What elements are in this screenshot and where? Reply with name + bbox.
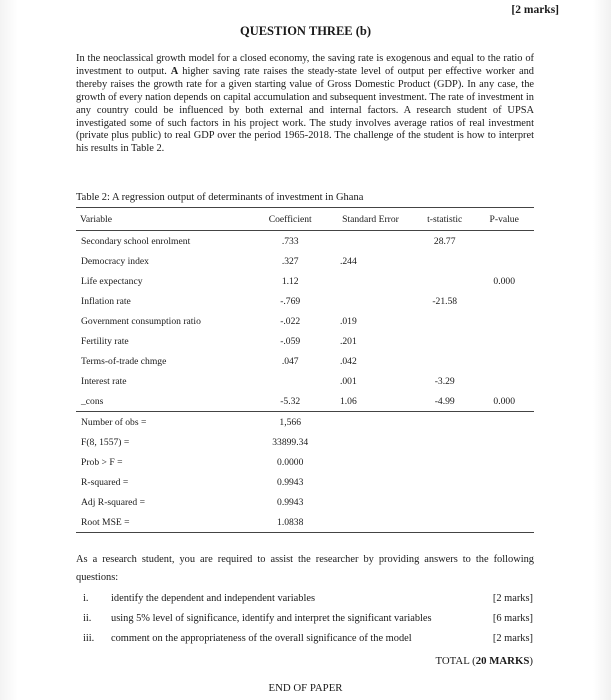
cell-std-error: .001: [339, 375, 357, 387]
total-prefix: TOTAL (: [435, 655, 476, 667]
cell-std-error: .244: [339, 255, 357, 267]
cell-coefficient: [254, 371, 326, 391]
end-of-paper: END OF PAPER: [268, 682, 343, 694]
table-row: [76, 251, 534, 271]
header-variable: Variable: [76, 208, 254, 231]
stat-label: Prob > F =: [81, 456, 123, 468]
cell-p-value: [474, 251, 534, 271]
stat-row: [76, 472, 534, 492]
table-row: [76, 391, 534, 412]
question-number: ii.: [83, 613, 92, 624]
cell-std-error: 1.06: [339, 395, 357, 407]
cell-p-value: [474, 231, 534, 252]
cell-variable: Government consumption ratio: [81, 315, 201, 327]
cell-variable: Secondary school enrolment: [81, 235, 191, 247]
intro-text-1: In the neoclassical growth model for a closed economy, the saving rate is exogenous and equal to the ratio of investment to output.: [76, 53, 534, 77]
header-std-error: Standard Error: [326, 208, 415, 231]
cell-t-statistic: -21.58: [432, 295, 458, 307]
stat-row: [76, 492, 534, 512]
cell-p-value: [474, 371, 534, 391]
stat-label: Adj R-squared =: [81, 496, 146, 508]
stat-value: 0.9943: [277, 476, 304, 488]
table-row: [76, 231, 534, 252]
cell-t-statistic: [415, 271, 474, 291]
header-t-statistic: t-statistic: [415, 208, 474, 231]
stat-value: 0.9943: [277, 496, 304, 508]
question-number: iii.: [83, 633, 95, 644]
cell-coefficient: .047: [281, 355, 299, 367]
question-text: using 5% level of significance, identify and interpret the significant variables: [111, 613, 432, 624]
table-row: [76, 271, 534, 291]
total-marks: [435, 655, 533, 667]
total-suffix: ): [529, 655, 533, 667]
cell-t-statistic: [415, 351, 474, 371]
header-p-value: P-value: [474, 208, 534, 231]
question-marks: [2 marks]: [492, 593, 533, 604]
cell-p-value: 0.000: [493, 395, 515, 407]
cell-coefficient: 1.12: [281, 275, 299, 287]
cell-std-error: .201: [339, 335, 357, 347]
cell-t-statistic: -3.29: [434, 375, 455, 387]
cell-p-value: 0.000: [493, 275, 515, 287]
cell-coefficient: .733: [281, 235, 299, 247]
intro-text-bold: A: [170, 65, 179, 77]
total-bold: 20 MARKS: [475, 655, 530, 667]
header-coefficient: Coefficient: [254, 208, 326, 231]
cell-p-value: [474, 311, 534, 331]
cell-p-value: [474, 331, 534, 351]
cell-coefficient: .327: [281, 255, 299, 267]
regression-table: [76, 207, 534, 533]
table-row: [76, 351, 534, 371]
table-row: [76, 331, 534, 351]
table-header-row: [76, 208, 534, 231]
question-text: comment on the appropriateness of the overall significance of the model: [111, 633, 412, 644]
cell-std-error: [326, 231, 415, 252]
stat-label: Root MSE =: [76, 512, 254, 533]
cell-t-statistic: 28.77: [433, 235, 456, 247]
cell-variable: _cons: [81, 395, 104, 407]
cell-p-value: [474, 351, 534, 371]
stat-label: F(8, 1557) =: [81, 436, 130, 448]
cell-std-error: [326, 271, 415, 291]
cell-variable: Fertility rate: [81, 335, 129, 347]
cell-t-statistic: -4.99: [434, 395, 455, 407]
cell-coefficient: -5.32: [280, 395, 301, 407]
question-marks: [2 marks]: [492, 633, 533, 644]
table-row: [76, 371, 534, 391]
question-number: i.: [83, 593, 89, 604]
cell-t-statistic: [415, 311, 474, 331]
stat-label: Number of obs =: [76, 412, 254, 433]
stat-value: 0.0000: [277, 456, 304, 468]
stat-row: [76, 452, 534, 472]
stat-row: [76, 432, 534, 452]
table-row: [76, 291, 534, 311]
cell-variable: Inflation rate: [81, 295, 131, 307]
header-marks: [2 marks]: [511, 4, 559, 16]
intro-paragraph: [76, 53, 534, 156]
stat-value: 1.0838: [254, 512, 326, 533]
cell-coefficient: -.769: [280, 295, 301, 307]
cell-coefficient: -.059: [280, 335, 301, 347]
cell-coefficient: -.022: [280, 315, 301, 327]
cell-variable: Democracy index: [81, 255, 149, 267]
intro-text-2: higher saving rate raises the steady-state level of output per effective worker and thereby raises the growth rate for a given starting value of Gross Domestic Product (GDP). In any case, the growth of every nation depends on capital accumulation and subsequent investment. The rate of investment in any country could be influenced by both external and internal factors. A research student of UPSA investigated some of such factors in his project work. The study involves average ratios of real investment (private plus public) to real GDP over the period 1965-2018. The challenge of the student is how to interpret his results in Table 2.: [76, 65, 534, 155]
stat-row: [76, 412, 534, 433]
cell-variable: Life expectancy: [81, 275, 143, 287]
table-row: [76, 311, 534, 331]
question-marks: [6 marks]: [492, 613, 533, 624]
cell-variable: Interest rate: [81, 375, 127, 387]
stat-label: R-squared =: [81, 476, 129, 488]
stat-value: 33899.34: [272, 436, 309, 448]
table-caption: Table 2: A regression output of determinants of investment in Ghana: [76, 192, 364, 203]
stat-value: 1,566: [254, 412, 326, 433]
stat-row: [76, 512, 534, 533]
instructions-text: As a research student, you are required to assist the researcher by providing answers to the following questions:: [76, 554, 534, 583]
cell-t-statistic: [415, 251, 474, 271]
question-title: QUESTION THREE (b): [239, 24, 372, 38]
cell-variable: Terms-of-trade chmge: [81, 355, 167, 367]
cell-std-error: [326, 291, 415, 311]
question-text: identify the dependent and independent variables: [111, 593, 315, 604]
cell-p-value: [474, 291, 534, 311]
cell-std-error: .019: [339, 315, 357, 327]
cell-t-statistic: [415, 331, 474, 351]
cell-std-error: .042: [339, 355, 357, 367]
